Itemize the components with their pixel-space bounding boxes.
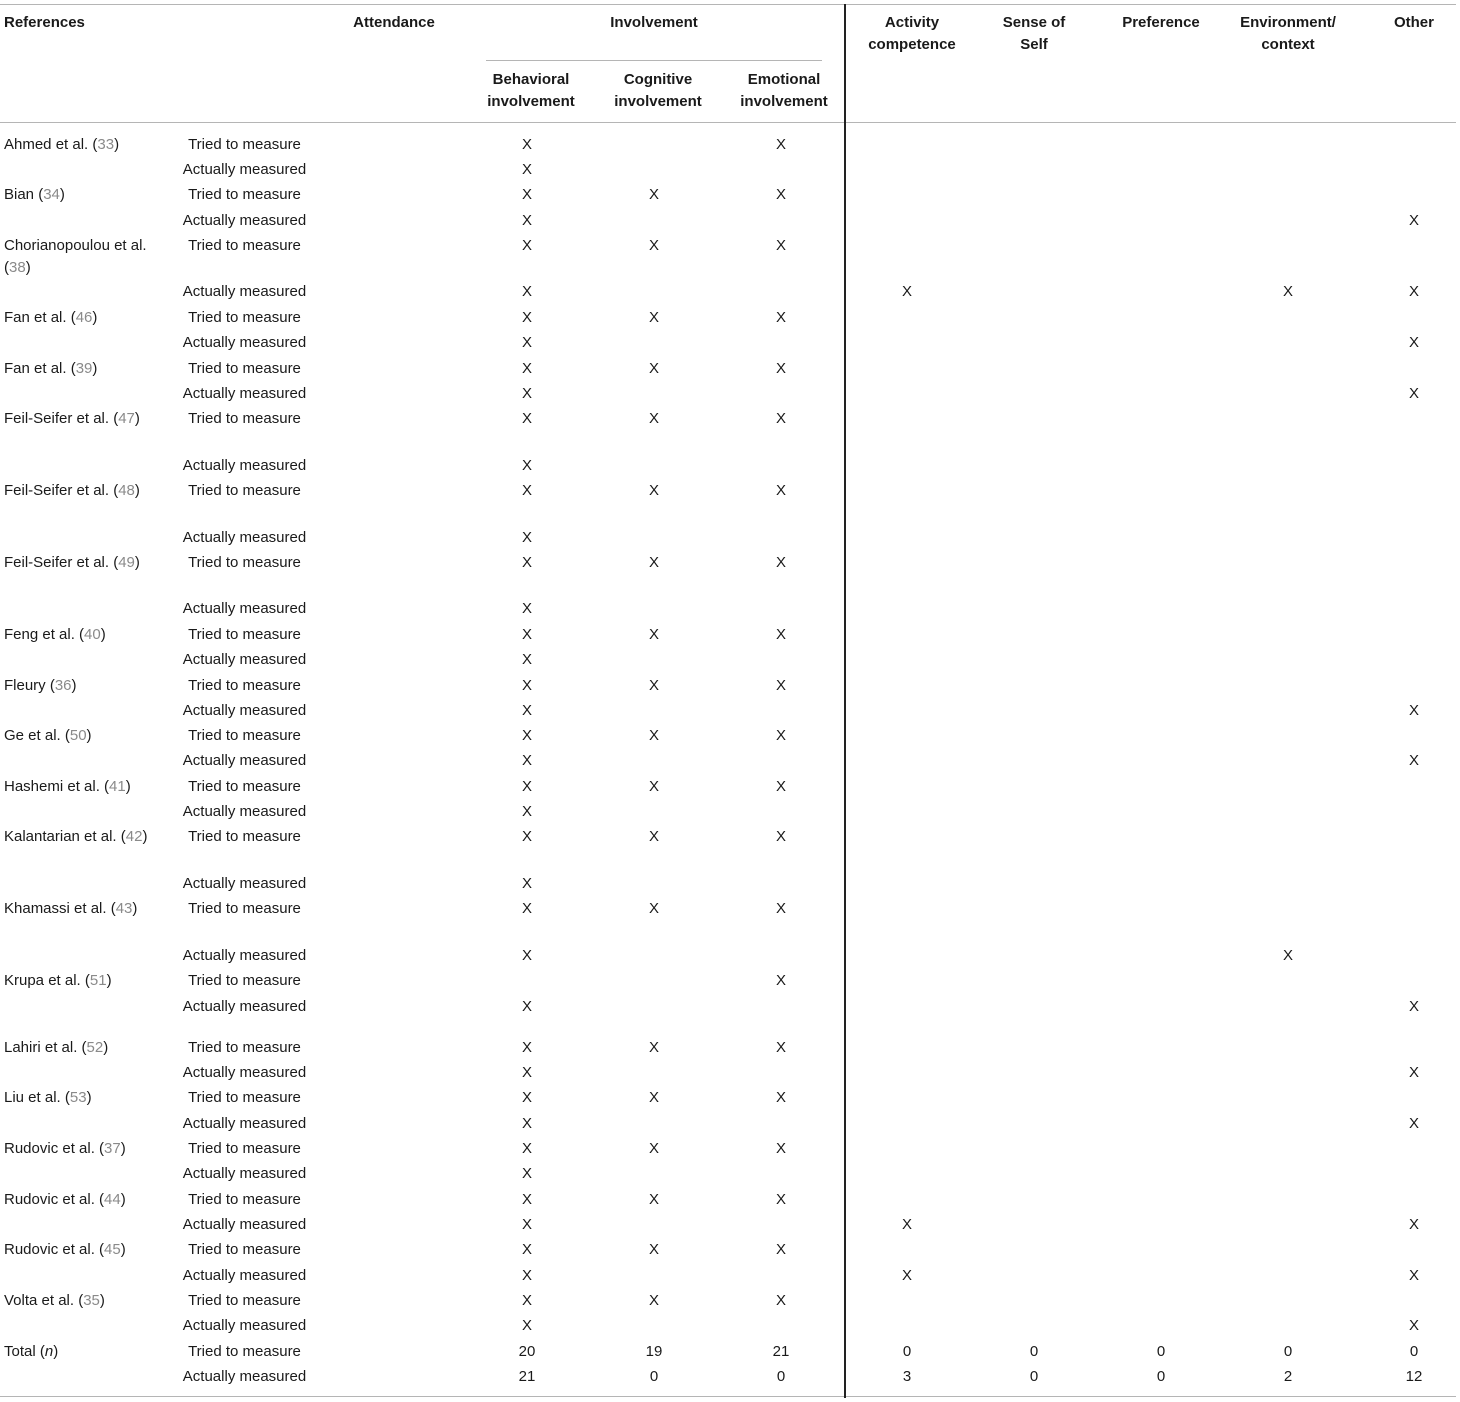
total-value: 0 xyxy=(649,1368,659,1385)
cell-value: X xyxy=(648,1140,659,1157)
cell-value: X xyxy=(521,828,532,845)
cell-value: X xyxy=(521,803,532,820)
citation-number: 52 xyxy=(86,1039,104,1056)
row-type-tried: Tried to measure xyxy=(188,1140,301,1157)
total-value: 0 xyxy=(1283,1343,1293,1360)
cell-value: X xyxy=(1408,752,1419,769)
cell-value: X xyxy=(521,1241,532,1258)
header-emotional: Emotional involvement xyxy=(740,71,828,110)
cell-value: X xyxy=(775,972,786,989)
header-attendance: Attendance xyxy=(353,14,435,31)
cell-value: X xyxy=(1408,998,1419,1015)
row-type-actual: Actually measured xyxy=(182,161,307,178)
row-type-tried: Tried to measure xyxy=(188,626,301,643)
cell-value: X xyxy=(521,1191,532,1208)
cell-value: X xyxy=(521,752,532,769)
cell-value: X xyxy=(521,998,532,1015)
header-other: Other xyxy=(1393,14,1434,31)
reference-name: Liu et al. (53) xyxy=(4,1089,92,1106)
citation-number: 36 xyxy=(54,677,72,694)
row-type-actual: Actually measured xyxy=(182,529,307,546)
citation-number: 48 xyxy=(118,482,135,499)
cell-value: X xyxy=(521,529,532,546)
top-rule xyxy=(0,4,1456,5)
cell-value: X xyxy=(648,1292,659,1309)
row-type-actual: Actually measured xyxy=(182,1317,307,1334)
citation-number: 50 xyxy=(69,727,87,744)
cell-value: X xyxy=(648,360,659,377)
cell-value: X xyxy=(521,1216,532,1233)
cell-value: X xyxy=(521,651,532,668)
cell-value: X xyxy=(521,385,532,402)
cell-value: X xyxy=(648,1191,659,1208)
row-type-actual: Actually measured xyxy=(182,600,307,617)
row-type-actual: Actually measured xyxy=(182,998,307,1015)
row-type-actual: Actually measured xyxy=(182,1267,307,1284)
cell-value: X xyxy=(775,309,786,326)
row-type-actual: Actually measured xyxy=(182,1115,307,1132)
cell-value: X xyxy=(521,237,532,254)
total-value: 3 xyxy=(902,1368,912,1385)
cell-value: X xyxy=(775,1292,786,1309)
row-type-tried: Tried to measure xyxy=(188,1191,301,1208)
reference-name: Rudovic et al. (37) xyxy=(4,1140,126,1157)
cell-value: X xyxy=(1408,1216,1419,1233)
citation-number: 38 xyxy=(9,258,26,276)
cell-value: X xyxy=(1408,1064,1419,1081)
reference-name: Ge et al. (50) xyxy=(4,727,92,744)
total-value: 20 xyxy=(518,1343,536,1360)
row-type-tried: Tried to measure xyxy=(188,1089,301,1106)
cell-value: X xyxy=(521,283,532,300)
cell-value: X xyxy=(521,1089,532,1106)
cell-value: X xyxy=(521,1267,532,1284)
citation-number: 47 xyxy=(118,410,135,427)
cell-value: X xyxy=(521,360,532,377)
cell-value: X xyxy=(521,1317,532,1334)
cell-value: X xyxy=(521,1064,532,1081)
total-value: 0 xyxy=(1409,1343,1419,1360)
cell-value: X xyxy=(648,237,659,254)
row-type-tried: Tried to measure xyxy=(188,410,301,427)
row-type-actual: Actually measured xyxy=(182,457,307,474)
citation-number: 42 xyxy=(125,828,143,845)
citation-number: 35 xyxy=(83,1292,100,1309)
cell-value: X xyxy=(521,554,532,571)
cell-value: X xyxy=(521,161,532,178)
cell-value: X xyxy=(1408,1115,1419,1132)
cell-value: X xyxy=(521,334,532,351)
cell-value: X xyxy=(1408,1317,1419,1334)
cell-value: X xyxy=(521,778,532,795)
reference-name: Feil-Seifer et al. (48) xyxy=(4,482,140,499)
cell-value: X xyxy=(1408,334,1419,351)
citation-number: 39 xyxy=(75,360,93,377)
header-references: References xyxy=(4,14,85,31)
row-type-tried: Tried to measure xyxy=(188,972,301,989)
reference-name: Feng et al. (40) xyxy=(4,626,106,643)
row-type-actual: Actually measured xyxy=(182,651,307,668)
row-type-actual: Actually measured xyxy=(182,803,307,820)
row-type-actual: Actually measured xyxy=(182,702,307,719)
cell-value: X xyxy=(521,900,532,917)
cell-value: X xyxy=(775,1191,786,1208)
row-type-tried: Tried to measure xyxy=(188,309,301,326)
reference-name: Ahmed et al. (33) xyxy=(4,136,120,153)
header-environment: Environment/ context xyxy=(1240,14,1336,53)
row-type-actual: Actually measured xyxy=(182,875,307,892)
total-value: 19 xyxy=(645,1343,663,1360)
cell-value: X xyxy=(521,212,532,229)
cell-value: X xyxy=(521,1115,532,1132)
citation-number: 43 xyxy=(115,900,133,917)
citation-number: 33 xyxy=(97,136,115,153)
cell-value: X xyxy=(648,186,659,203)
row-type-tried: Tried to measure xyxy=(188,1343,301,1360)
row-type-actual: Actually measured xyxy=(182,334,307,351)
row-type-actual: Actually measured xyxy=(182,1165,307,1182)
reference-name: Krupa et al. (51) xyxy=(4,972,112,989)
cell-value: X xyxy=(521,677,532,694)
cell-value: X xyxy=(648,1039,659,1056)
cell-value: X xyxy=(901,1216,912,1233)
cell-value: X xyxy=(1408,1267,1419,1284)
row-type-tried: Tried to measure xyxy=(188,136,301,153)
reference-name: Fan et al. (46) xyxy=(4,309,98,326)
header-activity: Activity competence xyxy=(868,14,956,53)
column-divider xyxy=(844,4,846,1398)
header-preference: Preference xyxy=(1122,14,1200,31)
citation-number: 41 xyxy=(109,778,126,795)
total-value: 0 xyxy=(1029,1343,1039,1360)
total-value: 0 xyxy=(1156,1343,1166,1360)
cell-value: X xyxy=(648,482,659,499)
row-type-tried: Tried to measure xyxy=(188,1292,301,1309)
reference-name: Lahiri et al. (52) xyxy=(4,1039,109,1056)
total-value: 21 xyxy=(518,1368,536,1385)
cell-value: X xyxy=(521,1165,532,1182)
header-involvement: Involvement xyxy=(610,14,698,31)
cell-value: X xyxy=(648,778,659,795)
cell-value: X xyxy=(775,828,786,845)
cell-value: X xyxy=(648,677,659,694)
cell-value: X xyxy=(775,186,786,203)
cell-value: X xyxy=(648,1089,659,1106)
row-type-tried: Tried to measure xyxy=(188,186,301,203)
total-value: 0 xyxy=(776,1368,786,1385)
cell-value: X xyxy=(775,482,786,499)
row-type-actual: Actually measured xyxy=(182,212,307,229)
row-type-tried: Tried to measure xyxy=(188,828,301,845)
cell-value: X xyxy=(775,1039,786,1056)
cell-value: X xyxy=(648,309,659,326)
cell-value: X xyxy=(775,626,786,643)
cell-value: X xyxy=(521,1292,532,1309)
reference-name: Fan et al. (39) xyxy=(4,360,98,377)
cell-value: X xyxy=(521,600,532,617)
citation-number: 51 xyxy=(89,972,107,989)
cell-value: X xyxy=(901,283,912,300)
cell-value: X xyxy=(521,1140,532,1157)
cell-value: X xyxy=(648,410,659,427)
reference-name: Rudovic et al. (45) xyxy=(4,1241,126,1258)
reference-name: Rudovic et al. (44) xyxy=(4,1191,126,1208)
cell-value: X xyxy=(775,727,786,744)
cell-value: X xyxy=(521,186,532,203)
header-bottom-rule xyxy=(0,122,1456,123)
cell-value: X xyxy=(521,702,532,719)
cell-value: X xyxy=(648,828,659,845)
cell-value: X xyxy=(775,237,786,254)
cell-value: X xyxy=(1408,385,1419,402)
citation-number: 46 xyxy=(75,309,93,326)
cell-value: X xyxy=(648,900,659,917)
row-type-actual: Actually measured xyxy=(182,1216,307,1233)
total-value: 21 xyxy=(772,1343,790,1360)
cell-value: X xyxy=(1408,702,1419,719)
row-type-tried: Tried to measure xyxy=(188,778,301,795)
cell-value: X xyxy=(521,410,532,427)
cell-value: X xyxy=(648,1241,659,1258)
cell-value: X xyxy=(775,360,786,377)
cell-value: X xyxy=(648,626,659,643)
reference-name: Khamassi et al. (43) xyxy=(4,900,138,917)
row-type-tried: Tried to measure xyxy=(188,900,301,917)
citation-number: 34 xyxy=(43,186,60,203)
header-behavioral: Behavioral involvement xyxy=(487,71,575,110)
header-cognitive: Cognitive involvement xyxy=(614,71,702,110)
row-type-tried: Tried to measure xyxy=(188,1241,301,1258)
cell-value: X xyxy=(775,410,786,427)
cell-value: X xyxy=(648,554,659,571)
cell-value: X xyxy=(775,677,786,694)
row-type-tried: Tried to measure xyxy=(188,554,301,571)
cell-value: X xyxy=(521,947,532,964)
bottom-rule xyxy=(0,1396,1456,1397)
cell-value: X xyxy=(521,875,532,892)
reference-name: Feil-Seifer et al. (49) xyxy=(4,554,140,571)
cell-value: X xyxy=(1282,283,1293,300)
total-value: 0 xyxy=(902,1343,912,1360)
total-value: 0 xyxy=(1156,1368,1166,1385)
reference-name: Bian (34) xyxy=(4,186,65,203)
total-value: 2 xyxy=(1283,1368,1293,1385)
row-type-actual: Actually measured xyxy=(182,1064,307,1081)
involvement-underline xyxy=(486,60,822,61)
row-type-actual: Actually measured xyxy=(182,947,307,964)
citation-number: 44 xyxy=(104,1191,121,1208)
citation-number: 37 xyxy=(104,1140,121,1157)
row-type-tried: Tried to measure xyxy=(188,360,301,377)
row-type-actual: Actually measured xyxy=(182,1368,307,1385)
cell-value: X xyxy=(775,778,786,795)
reference-name: Kalantarian et al. (42) xyxy=(4,828,148,845)
citation-number: 53 xyxy=(69,1089,87,1106)
reference-name: Chorianopoulou et al. (38) xyxy=(4,237,147,276)
row-type-tried: Tried to measure xyxy=(188,237,301,254)
header-sense-of-self: Sense of Self xyxy=(1002,14,1066,53)
cell-value: X xyxy=(775,1241,786,1258)
cell-value: X xyxy=(648,727,659,744)
total-value: 12 xyxy=(1405,1368,1423,1385)
row-type-tried: Tried to measure xyxy=(188,482,301,499)
cell-value: X xyxy=(775,1140,786,1157)
cell-value: X xyxy=(775,136,786,153)
citation-number: 40 xyxy=(84,626,101,643)
cell-value: X xyxy=(521,1039,532,1056)
cell-value: X xyxy=(521,482,532,499)
cell-value: X xyxy=(901,1267,912,1284)
cell-value: X xyxy=(521,309,532,326)
cell-value: X xyxy=(521,457,532,474)
cell-value: X xyxy=(775,554,786,571)
cell-value: X xyxy=(1408,212,1419,229)
citation-number: 45 xyxy=(104,1241,121,1258)
row-type-actual: Actually measured xyxy=(182,385,307,402)
citation-number: 49 xyxy=(118,554,135,571)
cell-value: X xyxy=(775,1089,786,1106)
total-label: Total (n) xyxy=(4,1343,59,1360)
reference-name: Hashemi et al. (41) xyxy=(4,778,131,795)
reference-name: Feil-Seifer et al. (47) xyxy=(4,410,140,427)
cell-value: X xyxy=(1408,283,1419,300)
cell-value: X xyxy=(521,727,532,744)
cell-value: X xyxy=(775,900,786,917)
row-type-actual: Actually measured xyxy=(182,283,307,300)
row-type-actual: Actually measured xyxy=(182,752,307,769)
cell-value: X xyxy=(521,626,532,643)
reference-name: Volta et al. (35) xyxy=(4,1292,105,1309)
reference-name: Fleury (36) xyxy=(4,677,77,694)
row-type-tried: Tried to measure xyxy=(188,677,301,694)
row-type-tried: Tried to measure xyxy=(188,727,301,744)
cell-value: X xyxy=(1282,947,1293,964)
cell-value: X xyxy=(521,136,532,153)
row-type-tried: Tried to measure xyxy=(188,1039,301,1056)
total-value: 0 xyxy=(1029,1368,1039,1385)
